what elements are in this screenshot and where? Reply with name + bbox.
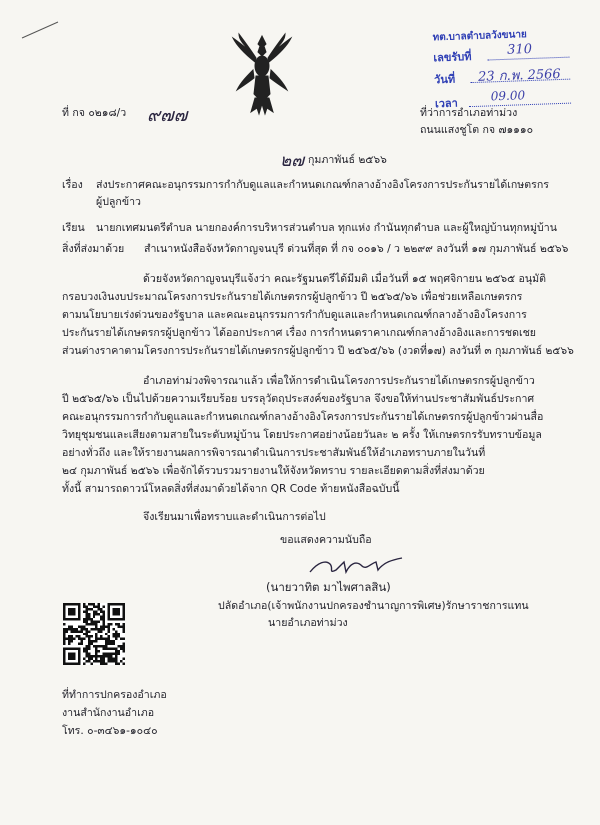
footer-dept: ที่ทำการปกครองอำเภอ: [62, 689, 167, 701]
office-address-line1: ที่ว่าการอำเภอท่าม่วง: [420, 107, 518, 119]
doc-number-label: ที่ กจ ๐๒๑๘/ว: [62, 107, 127, 119]
date-month-year: กุมภาพันธ์ ๒๕๖๖: [308, 154, 387, 166]
para2-line: อำเภอท่าม่วงพิจารณาแล้ว เพื่อให้การดำเนินโครงการประกันรายได้เกษตรกรผู้ปลูกข้าว: [143, 375, 535, 387]
subject-line1: ส่งประกาศคณะอนุกรรมการกำกับดูแลและกำหนดเกณฑ์กลางอ้างอิงโครงการประกันรายได้เกษตรกร: [96, 179, 549, 191]
enclosure-text: สำเนาหนังสือจังหวัดกาญจนบุรี ด่วนที่สุด ที่ กจ ๐๐๑๖ / ว ๒๒๙๙ ลงวันที่ ๑๗ กุมภาพันธ์ ๒๕๖๖: [144, 243, 569, 255]
office-address-line2: ถนนแสงชูโต กจ ๗๑๑๑๐: [420, 124, 534, 136]
doc-number-handwritten: ๙๗๗: [147, 105, 188, 126]
para2-line: ทั้งนี้ สามารถดาวน์โหลดสิ่งที่ส่งมาด้วยได้จาก QR Code ท้ายหนังสือฉบับนี้: [62, 483, 400, 495]
stamp-number-value: 310: [506, 41, 533, 58]
para2-line: คณะอนุกรรมการกำกับดูแลและกำหนดเกณฑ์กลางอ้างอิงโครงการประกันรายได้เกษตรกรผู้ปลูกข้าวผ่านสื่อ: [62, 411, 544, 423]
subject-label: เรื่อง: [62, 179, 83, 191]
stamp-number-line: [487, 57, 569, 61]
qr-code-icon: [63, 603, 125, 665]
para1-line: กรอบวงเงินงบประมาณโครงการประกันรายได้เกษตรกรผู้ปลูกข้าว ปี ๒๕๖๕/๖๖ เพื่อช่วยเหลือเกษตรกร: [62, 291, 523, 303]
stamp-date-value: 23 ก.พ. 2566: [477, 66, 561, 85]
handwritten-signature: [300, 548, 410, 582]
signer-position-line1: ปลัดอำเภอ(เจ้าพนักงานปกครองชำนาญการพิเศษ)รักษาราชการแทน: [218, 600, 529, 612]
garuda-emblem-icon: [229, 32, 295, 116]
signer-name: (นายวาทิต มาไพศาลสิน): [266, 580, 391, 594]
footer-phone: โทร. ๐-๓๔๖๑-๑๐๔๐: [62, 725, 158, 737]
para2-line: วิทยุชุมชนและเสียงตามสายในระดับหมู่บ้าน โดยประกาศอย่างน้อยวันละ ๒ ครั้ง ให้เกษตรกรรับทราบข้อมูล: [62, 429, 542, 441]
closing-request: จึงเรียนมาเพื่อทราบและดำเนินการต่อไป: [143, 511, 326, 523]
stamp-time-value: 09.00: [490, 88, 526, 104]
to-text: นายกเทศมนตรีตำบล นายกองค์การบริหารส่วนตำบล ทุกแห่ง กำนันทุกตำบล และผู้ใหญ่บ้านทุกหมู่บ้าน: [96, 222, 557, 234]
subject-line2: ผู้ปลูกข้าว: [96, 196, 141, 208]
para1-line: ตามนโยบายเร่งด่วนของรัฐบาล และคณะอนุกรรมการกำกับดูแลและกำหนดเกณฑ์กลางอ้างอิงโครงการ: [62, 309, 527, 321]
stamp-date-label: วันที่: [433, 73, 456, 87]
stamp-time-label: เวลา: [434, 97, 459, 111]
closing-salutation: ขอแสดงความนับถือ: [280, 534, 372, 546]
para1-line: ประกันรายได้เกษตรกรผู้ปลูกข้าว ได้ออกประกาศ เรื่อง การกำหนดราคาเกณฑ์กลางอ้างอิงและการชดเชย: [62, 327, 537, 339]
date-day-handwritten: ๒๗: [280, 151, 304, 171]
para2-line: ๒๔ กุมภาพันธ์ ๒๕๖๖ เพื่อจักได้รวบรวมรายงานให้จังหวัดทราบ รายละเอียดตามสิ่งที่ส่งมาด้วย: [62, 465, 485, 477]
footer-section: งานสำนักงานอำเภอ: [62, 707, 155, 719]
to-label: เรียน: [62, 222, 85, 234]
stamp-title: ทต.บาลตำบลวังขนาย: [432, 29, 528, 44]
signer-position-line2: นายอำเภอท่าม่วง: [268, 617, 348, 629]
enclosure-label: สิ่งที่ส่งมาด้วย: [62, 243, 125, 255]
para1-line: ด้วยจังหวัดกาญจนบุรีแจ้งว่า คณะรัฐมนตรีได้มีมติ เมื่อวันที่ ๑๕ พฤศจิกายน ๒๕๖๕ อนุมัติ: [143, 273, 547, 285]
para2-line: อย่างทั่วถึง และให้รายงานผลการพิจารณาดำเนินการประชาสัมพันธ์ให้อำเภอทราบภายในวันที่: [62, 447, 486, 459]
stamp-number-label: เลขรับที่: [433, 51, 472, 65]
para1-line: ส่วนต่างราคาตามโครงการประกันรายได้เกษตรกรผู้ปลูกข้าว ปี ๒๕๖๕/๖๖ (งวดที่๑๗) ลงวันที่ ๓ กุมภาพันธ์ ๒๕๖๖: [62, 345, 574, 357]
para2-line: ปี ๒๕๖๕/๖๖ เป็นไปด้วยความเรียบร้อย บรรลุวัตถุประสงค์ของรัฐบาล จึงขอให้ท่านประชาสัมพันธ์ประกาศ: [62, 393, 535, 405]
